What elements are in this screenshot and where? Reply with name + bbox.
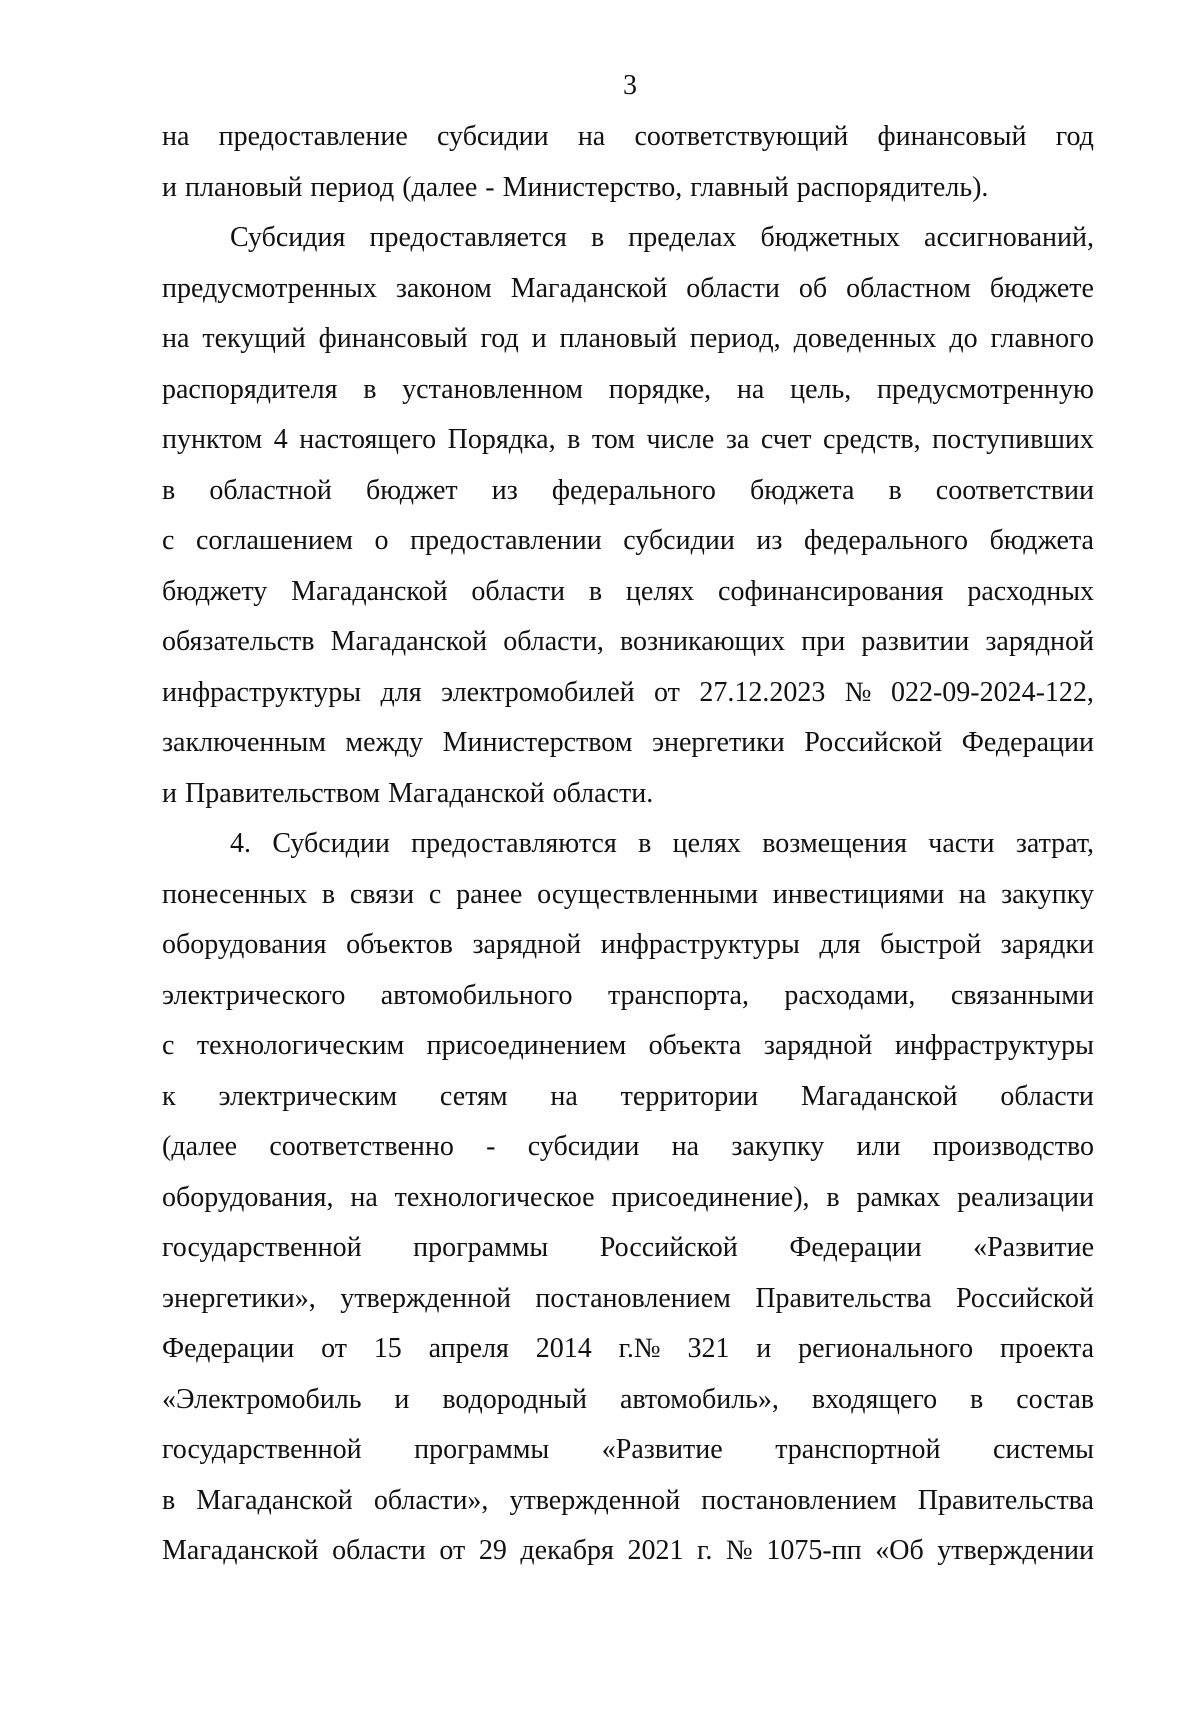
word: зарядной	[985, 626, 1094, 657]
word: целях	[625, 575, 695, 607]
text-line	[162, 617, 1094, 668]
word: федерального	[551, 474, 716, 506]
word: закупку	[1001, 878, 1094, 910]
word: области	[686, 272, 780, 304]
text-line	[162, 819, 1094, 870]
word: области»,	[373, 1484, 489, 1516]
text-line	[162, 870, 1094, 921]
word: Магаданской	[291, 575, 448, 607]
text-line	[162, 1223, 1094, 1274]
word: или	[856, 1131, 901, 1162]
word: (далее	[162, 1131, 238, 1162]
word: утвержденной	[509, 1484, 681, 1516]
word: в	[826, 1181, 840, 1213]
word: и	[531, 323, 547, 354]
word: от	[321, 1333, 347, 1364]
word: на	[736, 373, 765, 405]
word: том	[591, 424, 635, 455]
word: транспортной	[775, 1434, 941, 1465]
word: главный	[690, 171, 789, 203]
word: 1075-пп	[766, 1535, 862, 1566]
word: утвержденной	[340, 1282, 511, 1314]
word: предоставляются	[411, 828, 617, 859]
word: области.	[552, 777, 654, 809]
word: «Развитие	[973, 1232, 1094, 1263]
text-line	[162, 718, 1094, 769]
text-line	[162, 213, 1094, 264]
word: в	[638, 828, 652, 859]
word: к	[162, 1080, 176, 1112]
word: финансовый	[877, 121, 1027, 152]
word: заключенным	[162, 727, 326, 758]
word: соответствующий	[634, 121, 849, 152]
word: связанными	[950, 979, 1094, 1011]
word: -	[485, 171, 495, 203]
text-line	[162, 668, 1094, 719]
word: инфраструктуры	[162, 676, 362, 708]
word: оборудования	[162, 929, 327, 960]
word: 2021	[627, 1535, 684, 1566]
word: автомобиль»,	[619, 1383, 779, 1415]
word: расходами,	[784, 979, 916, 1011]
word: технологическим	[196, 1030, 405, 1061]
word: производство	[932, 1131, 1094, 1162]
word: и	[162, 171, 177, 203]
word: при	[801, 626, 846, 657]
word: Федерации	[961, 727, 1094, 758]
word: 4.	[230, 828, 251, 859]
word: бюджету	[162, 575, 268, 607]
word: в	[567, 424, 581, 455]
word: цель,	[790, 373, 852, 405]
word: с	[162, 525, 175, 556]
word: ассигнований,	[924, 222, 1094, 253]
word: Федерации	[789, 1232, 922, 1263]
word: 321	[687, 1333, 730, 1364]
word: пределах	[628, 222, 737, 253]
word: понесенных	[162, 878, 308, 910]
word: г.	[697, 1535, 713, 1566]
text-line	[162, 466, 1094, 517]
word: на	[577, 121, 606, 152]
word: Российской	[599, 1232, 738, 1263]
word: государственной	[162, 1232, 362, 1263]
word: «Об	[875, 1535, 924, 1566]
word: период,	[689, 323, 781, 354]
word: состав	[1016, 1383, 1094, 1415]
word: и	[756, 1333, 772, 1364]
word: объекта	[648, 1030, 742, 1061]
word: Магаданской	[388, 777, 545, 809]
word: субсидии	[437, 121, 549, 152]
word: для	[819, 929, 861, 960]
word: софинансирования	[718, 575, 944, 607]
word: осуществленными	[537, 878, 758, 910]
word: 4	[273, 424, 288, 455]
word: Магаданской	[510, 272, 668, 304]
word: программы	[414, 1434, 550, 1465]
word: плановый	[559, 323, 677, 354]
word: электрическим	[218, 1080, 398, 1112]
word: пунктом	[162, 424, 263, 455]
text-line	[162, 1021, 1094, 1072]
word: до	[949, 323, 978, 354]
word: от	[654, 676, 680, 708]
word: на	[550, 1080, 578, 1112]
word: зарядной	[763, 1030, 873, 1061]
word: возникающих	[619, 626, 786, 657]
text-line	[162, 1476, 1094, 1527]
word: транспорта,	[607, 979, 749, 1011]
body-text	[162, 112, 1094, 1577]
word: области	[471, 575, 566, 607]
word: Федерации	[162, 1333, 295, 1364]
word: технологическое	[394, 1181, 595, 1213]
word: инфраструктуры	[600, 929, 800, 960]
word: за	[725, 424, 750, 455]
word: постановлением	[701, 1484, 897, 1516]
text-line	[162, 769, 1094, 820]
text-line	[162, 314, 1094, 365]
word: поступивших	[932, 424, 1094, 455]
word: и	[394, 1383, 410, 1415]
word: территории	[620, 1080, 759, 1112]
word: распорядителя	[162, 373, 338, 405]
word: в	[888, 474, 902, 506]
text-line	[162, 1173, 1094, 1224]
word: утверждении	[937, 1535, 1094, 1566]
word: части	[928, 828, 995, 859]
word: объектов	[346, 929, 453, 960]
word: между	[345, 727, 424, 758]
word: (далее	[402, 171, 478, 203]
word: системы	[992, 1434, 1094, 1465]
word: водородный	[442, 1383, 588, 1415]
word: Порядка,	[447, 424, 556, 455]
text-line	[162, 971, 1094, 1022]
word: автомобильного	[380, 979, 573, 1011]
word: порядке,	[608, 373, 712, 405]
word: субсидии	[527, 1131, 640, 1162]
word: плановый	[184, 171, 303, 203]
word: предоставляется	[369, 222, 567, 253]
text-line	[162, 1425, 1094, 1476]
word: Магаданской	[800, 1080, 958, 1112]
word: 27.12.2023	[699, 676, 826, 708]
word: предоставление	[218, 121, 408, 152]
word: и	[162, 777, 177, 809]
word: рамках	[856, 1181, 941, 1213]
word: об	[798, 272, 828, 304]
word: развитии	[861, 626, 970, 657]
word: на	[350, 1181, 378, 1213]
word: связи	[349, 878, 415, 910]
word: инвестициями	[772, 878, 945, 910]
word: бюджет	[365, 474, 458, 506]
word: входящего	[811, 1383, 938, 1415]
word: бюджете	[989, 272, 1094, 304]
text-line	[162, 365, 1094, 416]
word: области	[1000, 1080, 1094, 1112]
word: Субсидия	[230, 222, 346, 253]
word: реализации	[957, 1181, 1094, 1213]
word: регионального	[798, 1333, 974, 1364]
word: в	[162, 474, 176, 506]
word: «Развитие	[601, 1434, 723, 1465]
text-line	[162, 567, 1094, 618]
word: быстрой	[880, 929, 982, 960]
word: присоединением	[426, 1030, 627, 1061]
word: финансовый	[318, 323, 468, 354]
word: в	[590, 222, 605, 253]
word: в	[162, 1484, 176, 1516]
text-line	[162, 1122, 1094, 1173]
word: Правительства	[917, 1484, 1094, 1516]
word: 15	[373, 1333, 402, 1364]
word: главного	[990, 323, 1094, 354]
word: Министерство,	[502, 171, 683, 203]
word: на	[162, 121, 190, 152]
word: установленном	[402, 373, 583, 405]
word: федерального	[803, 525, 969, 556]
word: зарядки	[1000, 929, 1094, 960]
word: закупку	[731, 1131, 825, 1162]
text-line	[162, 1072, 1094, 1123]
word: г.№	[618, 1333, 661, 1364]
word: законом	[395, 272, 492, 304]
word: оборудования,	[162, 1181, 334, 1213]
text-line	[162, 1274, 1094, 1325]
text-line	[162, 920, 1094, 971]
word: в	[321, 878, 336, 910]
word: зарядной	[472, 929, 582, 960]
word: области	[332, 1535, 426, 1566]
word: Правительства	[755, 1282, 932, 1314]
word: предусмотренную	[876, 373, 1094, 405]
word: Субсидии	[272, 828, 390, 859]
word: с	[428, 878, 442, 910]
word: декабря	[520, 1535, 614, 1566]
word: проекта	[1000, 1333, 1094, 1364]
word: 29	[478, 1535, 507, 1566]
word: соответствии	[935, 474, 1094, 506]
word: Магаданской	[196, 1484, 353, 1516]
word: в	[363, 373, 377, 405]
word: ранее	[456, 878, 523, 910]
word: сетям	[439, 1080, 508, 1112]
word: Российской	[955, 1282, 1094, 1314]
word: счет	[760, 424, 812, 455]
word: предусмотренных	[162, 272, 377, 304]
word: для	[380, 676, 422, 708]
word: -	[486, 1131, 496, 1162]
text-line	[162, 415, 1094, 466]
word: программы	[413, 1232, 549, 1263]
word: электрического	[162, 979, 346, 1011]
word: о	[374, 525, 389, 556]
word: 022-09-2024-122,	[890, 676, 1094, 708]
text-line	[162, 1526, 1094, 1577]
word: Российской	[804, 727, 943, 758]
word: энергетики»,	[162, 1282, 316, 1314]
word: от	[439, 1535, 466, 1566]
word: текущий	[202, 323, 306, 354]
word: бюджета	[989, 525, 1094, 556]
word: числе	[646, 424, 715, 455]
word: на	[958, 878, 987, 910]
word: с	[162, 1030, 175, 1061]
word: постановлением	[535, 1282, 731, 1314]
word: распорядитель).	[796, 171, 989, 203]
word: предоставлении	[410, 525, 602, 556]
word: целях	[672, 828, 741, 859]
word: №	[844, 676, 872, 708]
word: области,	[503, 626, 604, 657]
word: субсидии	[623, 525, 735, 556]
word: Магаданской	[162, 1535, 319, 1566]
word: на	[671, 1131, 700, 1162]
word: из	[491, 474, 518, 506]
word: доведенных	[793, 323, 937, 354]
word: апреля	[428, 1333, 509, 1364]
word: Правительством	[184, 777, 381, 809]
word: затрат,	[1015, 828, 1094, 859]
word: обязательств	[162, 626, 315, 657]
text-line	[162, 112, 1094, 163]
text-line	[162, 1324, 1094, 1375]
word: из	[756, 525, 783, 556]
word: энергетики	[651, 727, 785, 758]
word: государственной	[162, 1434, 362, 1465]
word: соглашением	[195, 525, 353, 556]
word: областной	[209, 474, 332, 506]
word: в	[970, 1383, 984, 1415]
word: в	[588, 575, 603, 607]
word: средств,	[823, 424, 921, 455]
text-line	[162, 1375, 1094, 1426]
word: Министерством	[442, 727, 633, 758]
text-line	[162, 516, 1094, 567]
text-line	[162, 264, 1094, 315]
word: расходных	[967, 575, 1094, 607]
word: инфраструктуры	[894, 1030, 1094, 1061]
word: Магаданской	[330, 626, 488, 657]
word: год	[1055, 121, 1094, 152]
word: электромобилей	[441, 676, 635, 708]
word: присоединение),	[611, 1181, 810, 1213]
word: бюджетных	[760, 222, 900, 253]
word: период	[310, 171, 395, 203]
word: бюджета	[749, 474, 855, 506]
word: 2014	[535, 1333, 592, 1364]
word: возмещения	[762, 828, 907, 859]
page-number: 3	[623, 70, 637, 101]
word: год	[480, 323, 519, 354]
word: на	[162, 323, 190, 354]
text-line	[162, 163, 1094, 214]
word: «Электромобиль	[162, 1383, 362, 1415]
word: настоящего	[299, 424, 437, 455]
word: №	[725, 1535, 753, 1566]
word: областном	[846, 272, 971, 304]
word: соответственно	[269, 1131, 454, 1162]
